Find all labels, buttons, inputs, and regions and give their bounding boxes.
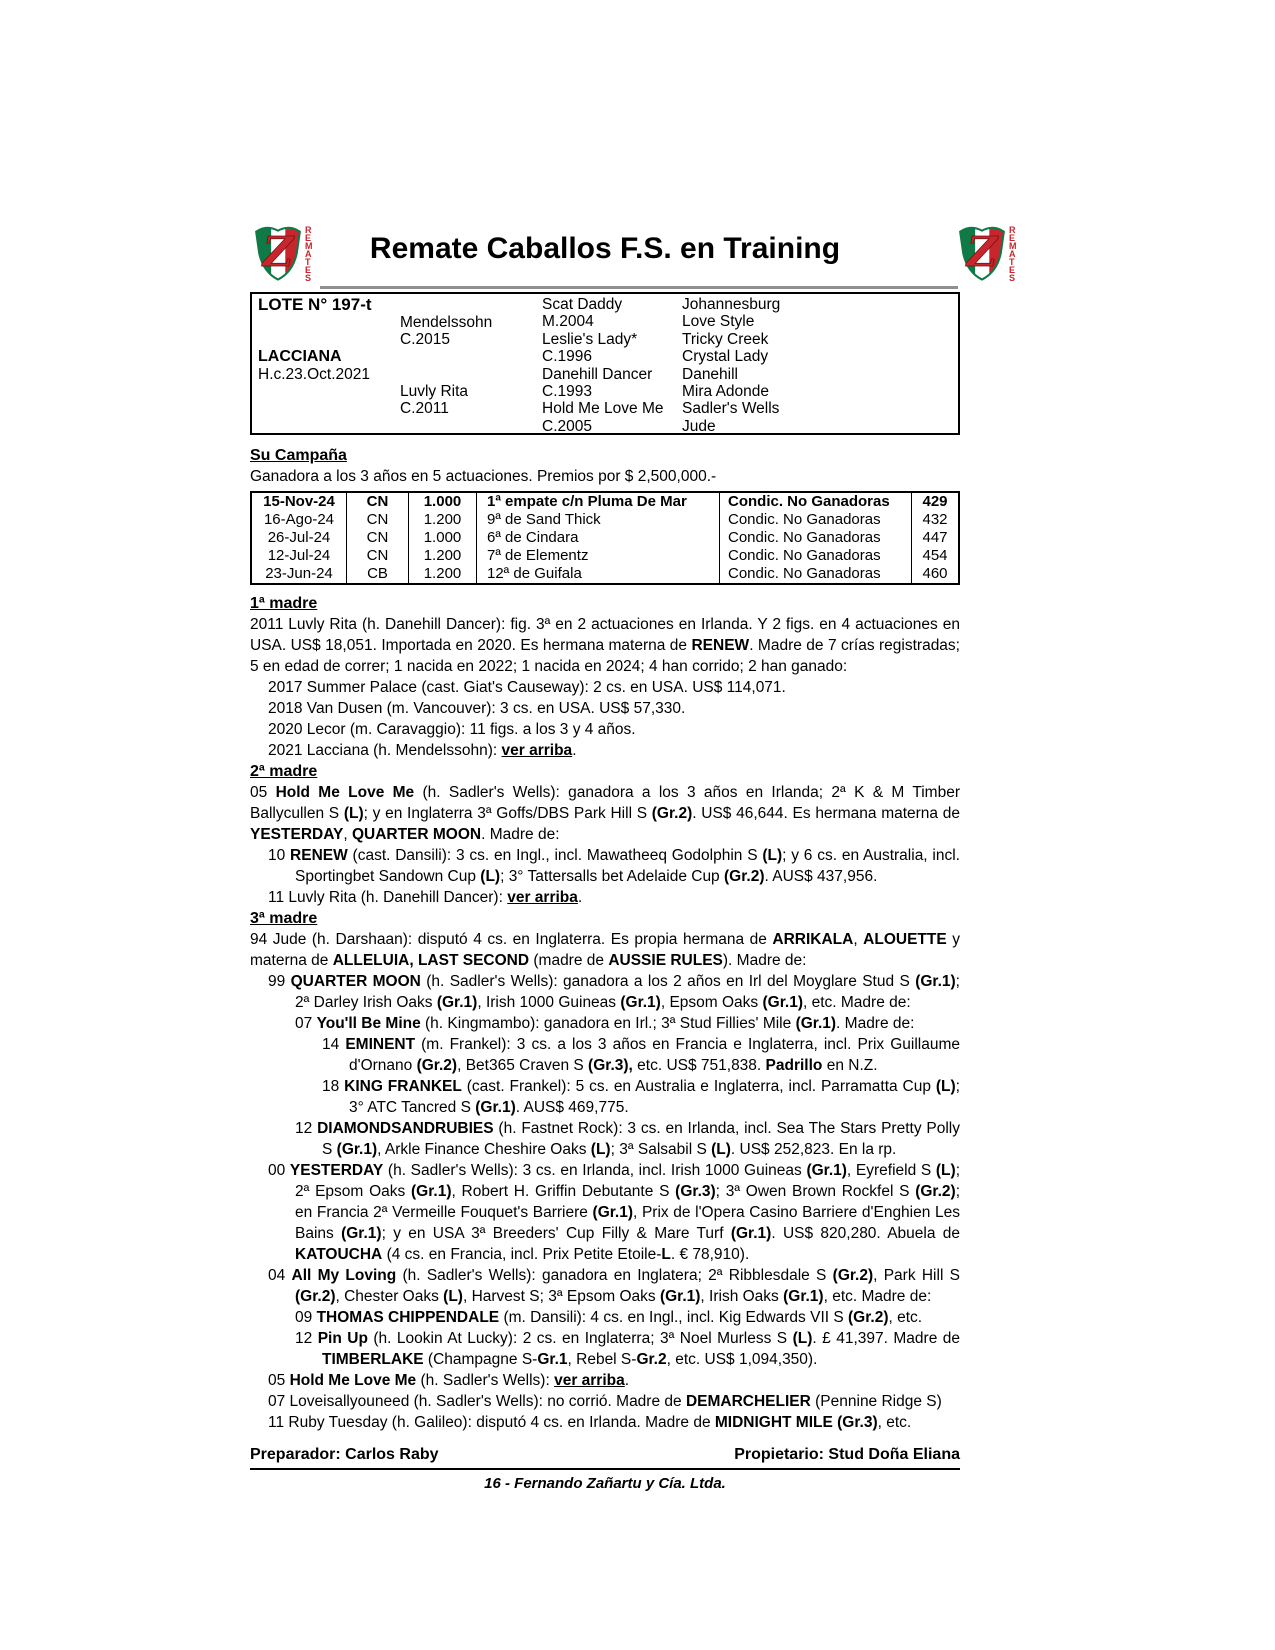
text-segment: . £ 41,397. Madre de (812, 1330, 961, 1347)
text-segment: 99 (268, 973, 291, 990)
campaign-summary: Ganadora a los 3 años en 5 actuaciones. Premios por $ 2,500,000.- (250, 468, 717, 485)
text-segment: 12 (295, 1330, 318, 1347)
text-segment: , Bet365 Craven S (457, 1057, 589, 1074)
text-segment: All My Loving (291, 1267, 397, 1284)
svg-text:Z: Z (966, 227, 998, 276)
pedigree-note (250, 971, 960, 1013)
text-segment: en N.Z. (822, 1057, 878, 1074)
ancestor-name: Johannesburg (682, 296, 781, 313)
female-family-sections (250, 593, 960, 1433)
race-row (252, 565, 958, 583)
text-segment: KING FRANKEL (344, 1078, 462, 1095)
text-segment: (h. Lookin At Lucky): 2 cs. en Inglaterra; 3ª Noel Murless S (367, 1330, 793, 1347)
text-segment: (Gr.1) (659, 1288, 701, 1305)
page-number-line: 16 - Fernando Zañartu y Cía. Ltda. (484, 1475, 726, 1492)
text-segment: (h. Sadler's Wells): ganadora a los 2 años en Irl del Moyglare Stud S (420, 973, 916, 990)
race-cell-num: 447 (922, 529, 948, 546)
text-segment: (Gr.2) (416, 1057, 458, 1074)
text-segment: 12 (295, 1120, 318, 1137)
text-segment: ; 3° ATC Tancred S (349, 1078, 960, 1116)
text-segment: (L) (935, 1078, 956, 1095)
pedigree-note (250, 1118, 960, 1160)
text-segment: L (661, 1246, 671, 1263)
logo-letter: T (305, 257, 311, 267)
text-segment: , Rebel S- (567, 1351, 637, 1368)
campaign-heading: Su Campaña (250, 447, 347, 464)
race-row (252, 547, 958, 565)
section-heading: 3ª madre (250, 910, 318, 927)
race-cell-result: 1ª empate c/n Pluma De Mar (477, 493, 720, 511)
ancestor-name: Hold Me Love Me (542, 400, 664, 418)
text-segment: 94 Jude (h. Darshaan): disputó 4 cs. en Inglaterra. Es propia hermana de (250, 931, 773, 948)
text-segment: Hold Me Love Me (289, 1372, 417, 1389)
race-cell-num: 429 (922, 493, 948, 510)
logo-letter: A (1009, 249, 1016, 259)
text-segment: ; 2ª Epsom Oaks (295, 1162, 960, 1200)
text-segment: (Gr.1) (341, 1225, 382, 1242)
pedigree-note (250, 1013, 960, 1034)
race-cell-date: 16-Ago-24 (252, 511, 347, 529)
text-segment: (L) (343, 805, 364, 822)
text-segment: (Gr.1) (436, 994, 478, 1011)
text-segment: Gr.2 (636, 1351, 667, 1368)
race-cell-track: CN (347, 529, 409, 547)
pedigree-note (250, 782, 960, 845)
race-results-table (250, 491, 960, 585)
text-segment: (h. Sadler's Wells): ganadora a los 3 años en Irlanda; 2ª K & M Timber Ballycullen S (250, 784, 960, 822)
text-segment: EMINENT (345, 1036, 416, 1053)
text-segment: (Gr.1) (915, 973, 956, 990)
race-cell-cond: Condic. No Ganadoras (720, 547, 912, 565)
text-segment: (Gr.1) (592, 1204, 634, 1221)
race-cell-cond: Condic. No Ganadoras (720, 493, 912, 511)
text-segment: etc. US$ 751,838. (632, 1057, 766, 1074)
text-segment: , etc. Madre de: (823, 1288, 932, 1305)
section-heading: 2ª madre (250, 763, 318, 780)
text-segment: 04 (268, 1267, 292, 1284)
text-segment: 07 (295, 1015, 317, 1032)
race-cell-dist: 1.200 (409, 547, 477, 565)
text-segment: (Gr.2) (915, 1183, 956, 1200)
ancestor-name: C.2005 (542, 417, 592, 435)
logo-letter: S (1009, 273, 1016, 283)
text-segment: . Madre de 7 crías registradas; 5 en edad de correr; 1 nacida en 2022; 1 nacida en 2024; 4 han corrido; 2 han ganado: (250, 637, 960, 675)
race-cell-track: CN (347, 493, 409, 511)
text-segment: KATOUCHA (295, 1246, 383, 1263)
horse-name: LACCIANA (258, 348, 342, 365)
text-segment: RENEW (691, 637, 750, 654)
race-cell-num: 454 (922, 547, 948, 564)
race-cell-dist: 1.000 (409, 493, 477, 511)
text-segment: (L) (762, 847, 783, 864)
trainer-label: Preparador: Carlos Raby (250, 1446, 439, 1463)
race-row (252, 493, 958, 511)
owner-label: Propietario: Stud Doña Eliana (734, 1446, 960, 1463)
text-segment: y materna de (250, 931, 960, 969)
text-segment: (L) (935, 1162, 956, 1179)
text-segment: , Eyrefield S (846, 1162, 936, 1179)
text-segment: , Irish 1000 Guineas (477, 994, 621, 1011)
text-segment: Padrillo (765, 1057, 823, 1074)
logo-letter: E (305, 265, 312, 275)
text-segment: (m. Dansili): 4 cs. en Ingl., incl. Kig Edwards VII S (499, 1309, 849, 1326)
ancestor-name: Scat Daddy (542, 296, 623, 313)
text-segment: 09 (295, 1309, 317, 1326)
sire-year: C.2015 (400, 331, 450, 348)
pedigree-note (250, 740, 960, 761)
text-segment: You'll Be Mine (316, 1015, 421, 1032)
race-cell-result: 12ª de Guifala (477, 565, 720, 583)
text-segment: (Gr.1) (620, 994, 661, 1011)
ancestor-name: Sadler's Wells (682, 400, 780, 418)
race-cell-num: 460 (922, 565, 948, 582)
sire-name: Mendelssohn (400, 314, 493, 331)
text-segment: (Gr.1) (806, 1162, 847, 1179)
text-segment: , Park Hill S (873, 1267, 960, 1284)
text-segment: ALOUETTE (863, 931, 947, 948)
pedigree-note (250, 1391, 960, 1412)
pedigree-note (250, 719, 960, 740)
race-cell-date: 12-Jul-24 (252, 547, 347, 565)
text-segment: (Gr.1) (730, 1225, 772, 1242)
text-segment: 18 (322, 1078, 345, 1095)
pedigree-note (250, 1328, 960, 1370)
text-segment: , (343, 826, 352, 843)
race-cell-cond: Condic. No Ganadoras (720, 511, 912, 529)
text-segment: 11 Luvly Rita (h. Danehill Dancer): (268, 889, 508, 906)
pedigree-note (250, 1034, 960, 1076)
text-segment: , Epsom Oaks (660, 994, 763, 1011)
race-cell-cond: Condic. No Ganadoras (720, 529, 912, 547)
text-segment: (Champagne S- (423, 1351, 538, 1368)
logo-letter: E (1009, 233, 1016, 243)
text-segment: (cast. Frankel): 5 cs. en Australia e Inglaterra, incl. Parramatta Cup (461, 1078, 936, 1095)
text-segment: , Arkle Finance Cheshire Oaks (377, 1141, 591, 1158)
dam-year: C.2011 (400, 400, 449, 417)
pedigree-note (250, 1307, 960, 1328)
logo-letter: E (1009, 265, 1016, 275)
pedigree-note (250, 677, 960, 698)
text-segment: YESTERDAY (289, 1162, 384, 1179)
pedigree-note (250, 929, 960, 971)
text-segment: (h. Sadler's Wells): (416, 1372, 555, 1389)
race-cell-result: 6ª de Cindara (477, 529, 720, 547)
text-segment: . Madre de: (481, 826, 560, 843)
text-segment: ; 3ª Owen Brown Rockfel S (715, 1183, 916, 1200)
race-cell-track: CB (347, 565, 409, 583)
text-segment: (Pennine Ridge S) (810, 1393, 942, 1410)
text-segment: QUARTER MOON (290, 973, 421, 990)
text-segment: 2017 Summer Palace (cast. Giat's Causeway): 2 cs. en USA. US$ 114,071. (268, 679, 786, 696)
page-title: Remate Caballos F.S. en Training (369, 232, 841, 265)
text-segment: . US$ 252,823. En la rp. (730, 1141, 897, 1158)
pedigree-note (250, 1160, 960, 1265)
logo-letter: R (305, 225, 312, 235)
remates-vertical-label (305, 226, 313, 282)
race-cell-dist: 1.200 (409, 511, 477, 529)
text-segment: DEMARCHELIER (685, 1393, 811, 1410)
text-segment: 05 (268, 1372, 290, 1389)
text-segment: ; y 6 cs. en Australia, incl. Sportingbet Sandown Cup (295, 847, 960, 885)
text-segment: . US$ 820,280. Abuela de (771, 1225, 961, 1242)
text-segment: MIDNIGHT MILE (Gr.3) (714, 1414, 878, 1431)
text-segment: 2011 Luvly Rita (h. Danehill Dancer): fig. 3ª en 2 actuaciones en Irlanda. Y 2 figs. en 4 actuaciones en USA. US$ 18,051. Importada en 2020. Es hermana materna de (250, 616, 960, 654)
text-segment: (Gr.1) (762, 994, 803, 1011)
logo-letter: E (305, 233, 312, 243)
pedigree-note (250, 887, 960, 908)
text-segment: ; 2ª Darley Irish Oaks (295, 973, 960, 1011)
dam-name: Luvly Rita (400, 383, 469, 400)
text-segment: ver arriba (554, 1372, 625, 1389)
text-segment: , (853, 931, 864, 948)
text-segment: ; 3ª Salsabil S (610, 1141, 712, 1158)
ancestor-name: Crystal Lady (682, 348, 769, 366)
text-segment: (L) (443, 1288, 463, 1305)
text-segment: . (577, 889, 583, 906)
lot-number: LOTE N° 197-t (258, 295, 372, 314)
header-divider (320, 286, 958, 289)
ancestor-name: Leslie's Lady* (542, 330, 638, 348)
text-segment: , Harvest S; 3ª Epsom Oaks (462, 1288, 660, 1305)
text-segment: ; y en USA 3ª Breeders' Cup Filly & Mare Turf (381, 1225, 731, 1242)
text-segment: . (572, 742, 577, 759)
race-cell-result: 7ª de Elementz (477, 547, 720, 565)
text-segment: (L) (480, 868, 501, 885)
race-cell-dist: 1.200 (409, 565, 477, 583)
ancestor-name: C.1993 (542, 383, 592, 400)
logo-letter: M (305, 241, 313, 251)
race-cell-track: CN (347, 547, 409, 565)
text-segment: (Gr.1) (475, 1099, 516, 1116)
crest-shield-icon (252, 224, 304, 282)
race-row (252, 529, 958, 547)
logo-letter: A (305, 249, 312, 259)
section-heading: 1ª madre (250, 595, 318, 612)
text-segment: (L) (711, 1141, 731, 1158)
pedigree-note (250, 1370, 960, 1391)
text-segment: . US$ 46,644. Es hermana materna de (692, 805, 960, 822)
text-segment: (Gr.1) (783, 1288, 824, 1305)
text-segment: ; en Francia 2ª Vermeille Fouquet's Barriere (295, 1183, 960, 1221)
text-segment: 11 Ruby Tuesday (h. Galileo): disputó 4 cs. en Irlanda. Madre de (268, 1414, 715, 1431)
text-segment: QUARTER MOON (351, 826, 482, 843)
race-cell-date: 23-Jun-24 (252, 565, 347, 583)
text-segment: (m. Frankel): 3 cs. a los 3 años en Francia e Inglaterra, incl. Prix Guillaume d'Ornano (349, 1036, 960, 1074)
race-cell-track: CN (347, 511, 409, 529)
text-segment: 00 (268, 1162, 290, 1179)
text-segment: 14 (322, 1036, 346, 1053)
text-segment: (h. Sadler's Wells): 3 cs. en Irlanda, incl. Irish 1000 Guineas (383, 1162, 807, 1179)
text-segment: (Gr.1) (336, 1141, 378, 1158)
text-segment: RENEW (290, 847, 348, 864)
zanartu-crest-logo (252, 224, 313, 282)
text-segment: ALLELUIA, LAST SECOND (332, 952, 530, 969)
text-segment: (h. Sadler's Wells): ganadora en Inglatera; 2ª Ribblesdale S (396, 1267, 833, 1284)
text-segment: 2018 Van Dusen (m. Vancouver): 3 cs. en USA. US$ 57,330. (268, 700, 686, 717)
logo-letter: M (1009, 241, 1017, 251)
horse-birthdate: H.c.23.Oct.2021 (258, 366, 371, 383)
text-segment: Gr.1 (537, 1351, 568, 1368)
text-segment: DIAMONDSANDRUBIES (317, 1120, 494, 1137)
text-segment: (madre de (529, 952, 609, 969)
text-segment: , etc. (888, 1309, 923, 1326)
text-segment: (Gr.2) (832, 1267, 874, 1284)
text-segment: (Gr.3), (588, 1057, 633, 1074)
logo-letter: S (305, 273, 312, 283)
text-segment: (Gr.2) (848, 1309, 889, 1326)
text-segment: (Gr.1) (795, 1015, 837, 1032)
remates-vertical-label (1009, 226, 1017, 282)
logo-letter: T (1009, 257, 1015, 267)
text-segment: Hold Me Love Me (275, 784, 415, 801)
text-segment: (Gr.1) (411, 1183, 452, 1200)
ancestor-name: Jude (682, 417, 716, 435)
ancestor-name: Tricky Creek (682, 330, 769, 348)
ancestor-name: Love Style (682, 313, 755, 331)
text-segment: (4 cs. en Francia, incl. Prix Petite Etoile- (382, 1246, 662, 1263)
text-segment: . AUS$ 437,956. (764, 868, 878, 885)
page-content (250, 220, 1017, 1492)
page-header (250, 220, 1017, 292)
text-segment: . € 78,910). (670, 1246, 750, 1263)
text-segment: (Gr.2) (651, 805, 693, 822)
text-segment: , Irish Oaks (700, 1288, 784, 1305)
text-segment: (h. Kingmambo): ganadora en Irl.; 3ª Stud Fillies' Mile (420, 1015, 796, 1032)
logo-letter: R (1009, 225, 1016, 235)
ancestor-name: C.1996 (542, 348, 592, 366)
text-segment: . (624, 1372, 630, 1389)
text-segment: ver arriba (507, 889, 578, 906)
pedigree-note (250, 1076, 960, 1118)
zanartu-crest-logo (956, 224, 1017, 282)
race-cell-result: 9ª de Sand Thick (477, 511, 720, 529)
text-segment: ARRIKALA (772, 931, 854, 948)
text-segment: 10 (268, 847, 291, 864)
race-row (252, 511, 958, 529)
text-segment: , etc. Madre de: (802, 994, 911, 1011)
text-segment: YESTERDAY (250, 826, 344, 843)
pedigree-box (250, 292, 960, 435)
text-segment: ver arriba (501, 742, 573, 759)
text-segment: THOMAS CHIPPENDALE (316, 1309, 500, 1326)
race-cell-date: 26-Jul-24 (252, 529, 347, 547)
pedigree-note (250, 614, 960, 677)
ancestor-name: Danehill (682, 365, 739, 383)
text-segment: (Gr.3) (675, 1183, 716, 1200)
text-segment: (Gr.2) (724, 868, 765, 885)
race-cell-date: 15-Nov-24 (252, 493, 347, 511)
svg-text:Z: Z (262, 227, 294, 276)
footer-divider (250, 1468, 960, 1470)
pedigree-note (250, 1265, 960, 1307)
text-segment: ). Madre de: (722, 952, 807, 969)
text-segment: , etc. (877, 1414, 912, 1431)
text-segment: (cast. Dansili): 3 cs. en Ingl., incl. Mawatheeq Godolphin S (347, 847, 763, 864)
text-segment: AUSSIE RULES (608, 952, 723, 969)
ancestor-name: Mira Adonde (682, 383, 770, 400)
ancestor-name: M.2004 (542, 313, 594, 331)
text-segment: (h. Fastnet Rock): 3 cs. en Irlanda, incl. Sea The Stars Pretty Polly S (322, 1120, 960, 1158)
text-segment: 05 (250, 784, 276, 801)
text-segment: ; 3° Tattersalls bet Adelaide Cup (500, 868, 724, 885)
text-segment: , etc. US$ 1,094,350). (666, 1351, 818, 1368)
text-segment: 2021 Lacciana (h. Mendelssohn): (268, 742, 502, 759)
footer-row (250, 1445, 960, 1465)
text-segment: . AUS$ 469,775. (515, 1099, 629, 1116)
text-segment: , Prix de l'Opera Casino Barriere d'Enghien Les Bains (295, 1204, 960, 1242)
text-segment: , Robert H. Griffin Debutante S (451, 1183, 676, 1200)
text-segment: . Madre de: (836, 1015, 915, 1032)
race-cell-num: 432 (922, 511, 948, 528)
text-segment: 2020 Lecor (m. Caravaggio): 11 figs. a los 3 y 4 años. (268, 721, 636, 738)
text-segment: Pin Up (317, 1330, 368, 1347)
text-segment: (Gr.2) (295, 1288, 336, 1305)
pedigree-note (250, 1412, 960, 1433)
text-segment: (L) (792, 1330, 813, 1347)
pedigree-note (250, 845, 960, 887)
text-segment: TIMBERLAKE (322, 1351, 424, 1368)
text-segment: , Chester Oaks (335, 1288, 444, 1305)
race-cell-cond: Condic. No Ganadoras (720, 565, 912, 583)
text-segment: ; y en Inglaterra 3ª Goffs/DBS Park Hill S (363, 805, 652, 822)
text-segment: 07 Loveisallyouneed (h. Sadler's Wells): no corrió. Madre de (268, 1393, 686, 1410)
pedigree-note (250, 698, 960, 719)
crest-shield-icon (956, 224, 1008, 282)
race-cell-dist: 1.000 (409, 529, 477, 547)
text-segment: (L) (590, 1141, 611, 1158)
ancestor-name: Danehill Dancer (542, 365, 653, 383)
